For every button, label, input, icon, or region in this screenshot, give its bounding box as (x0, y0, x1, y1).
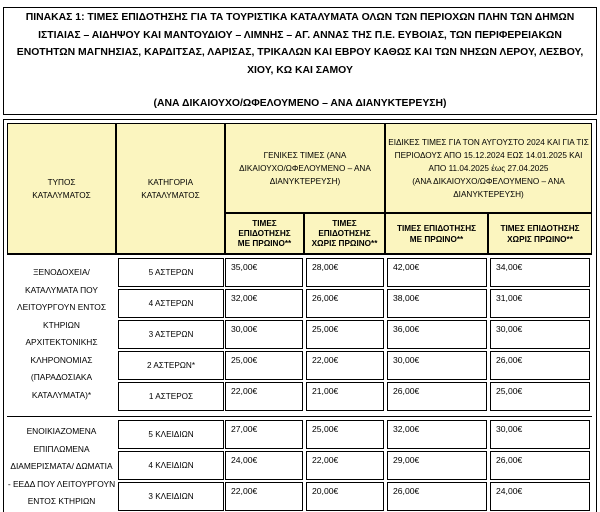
row-general-with-breakfast: 32,00€ (225, 289, 303, 318)
row-general-without-breakfast: 25,00€ (306, 320, 384, 349)
gen-with-line-1: ΤΙΜΕΣ (252, 218, 277, 228)
group2-line-4: - ΕΕΔΔ ΠΟΥ ΛΕΙΤΟΥΡΓΟΥΝ (7, 478, 116, 489)
row-general-with-breakfast: 30,00€ (225, 320, 303, 349)
header-special-without-breakfast (488, 213, 592, 254)
header-general-with-breakfast (225, 213, 304, 254)
spec-without-line-2: ΧΩΡΙΣ ΠΡΩΙΝΟ** (507, 234, 573, 244)
row-special-with-breakfast: 32,00€ (387, 420, 487, 449)
header-general-prices (225, 123, 385, 213)
row-special-without-breakfast: 30,00€ (490, 420, 590, 449)
row-general-without-breakfast: 22,00€ (306, 351, 384, 380)
header-special-line-1: ΕΙΔΙΚΕΣ ΤΙΜΕΣ ΓΙΑ ΤΟΝ ΑΥΓΟΥΣΤΟ 2024 ΚΑΙ ΓΙΑ ΤΙΣ (388, 137, 589, 147)
row-category: 1 ΑΣΤΕΡΟΣ (118, 382, 224, 411)
table-subtitle: (ΑΝΑ ΔΙΚΑΙΟΥΧΟ/ΩΦΕΛΟΥΜΕΝΟ – ΑΝΑ ΔΙΑΝΥΚΤΕΡΕΥΣΗ) (153, 98, 447, 109)
group1-line-5: ΚΛΗΡΟΝΟΜΙΑΣ (30, 354, 93, 365)
header-special-line-5: ΔΙΑΝΥΚΤΕΡΕΥΣΗ) (453, 189, 524, 199)
row-general-with-breakfast: 35,00€ (225, 258, 303, 287)
header-bottom-rule (7, 254, 592, 257)
group1-line-2: ΚΑΤΑΛΥΜΑΤΑ ΠΟΥ (25, 284, 98, 295)
row-special-with-breakfast: 30,00€ (387, 351, 487, 380)
header-general-line-1: ΓΕΝΙΚΕΣ ΤΙΜΕΣ (ΑΝΑ (263, 150, 347, 160)
row-special-with-breakfast: 26,00€ (387, 482, 487, 511)
row-general-without-breakfast: 21,00€ (306, 382, 384, 411)
gen-without-line-1: ΤΙΜΕΣ (332, 218, 357, 228)
row-general-with-breakfast: 22,00€ (225, 382, 303, 411)
row-general-without-breakfast: 22,00€ (306, 451, 384, 480)
row-special-with-breakfast: 38,00€ (387, 289, 487, 318)
row-general-without-breakfast: 28,00€ (306, 258, 384, 287)
row-category: 4 ΚΛΕΙΔΙΩΝ (118, 451, 224, 480)
group2-line-5: ΕΝΤΟΣ ΚΤΗΡΙΩΝ (27, 496, 96, 507)
title-line-1: ΠΙΝΑΚΑΣ 1: ΤΙΜΕΣ ΕΠΙΔΟΤΗΣΗΣ ΓΙΑ ΤΑ ΤΟΥΡΙΣΤΙΚΑ ΚΑΤΑΛΥΜΑΤΑ ΟΛΩΝ ΤΩΝ ΠΕΡΙΟΧΩΝ ΠΛΗΝ ΤΩΝ ΔΗΜΩΝ (25, 12, 575, 23)
row-special-with-breakfast: 42,00€ (387, 258, 487, 287)
row-general-without-breakfast: 20,00€ (306, 482, 384, 511)
title-line-2: ΙΣΤΙΑΙΑΣ – ΑΙΔΗΨΟΥ ΚΑΙ ΜΑΝΤΟΥΔΙΟΥ – ΛΙΜΝΗΣ – ΑΓ. ΑΝΝΑΣ ΤΗΣ Π.Ε. ΕΥΒΟΙΑΣ, ΤΩΝ ΠΕΡΙΦΕΡΕΙΑΚΩΝ (38, 29, 562, 41)
header-special-line-2: ΠΕΡΙΟΔΟΥΣ ΑΠΟ 15.12.2024 ΕΩΣ 14.01.2025 ΚΑΙ (394, 150, 583, 160)
group-separator-rule (7, 416, 592, 419)
header-special-line-3: ΑΠΟ 11.04.2025 έως 27.04.2025 (428, 163, 549, 173)
gen-with-line-2: ΕΠΙΔΟΤΗΣΗΣ (238, 228, 291, 238)
row-general-with-breakfast: 25,00€ (225, 351, 303, 380)
table-title (4, 8, 596, 79)
group1-line-7: ΚΑΤΑΛΥΜΑΤΑ)* (31, 389, 92, 400)
header-category-line-1: ΚΑΤΗΓΟΡΙΑ (147, 177, 194, 187)
row-general-without-breakfast: 25,00€ (306, 420, 384, 449)
row-special-with-breakfast: 26,00€ (387, 382, 487, 411)
row-category: 5 ΚΛΕΙΔΙΩΝ (118, 420, 224, 449)
group2-line-3: ΔΙΑΜΕΡΙΣΜΑΤΑ/ ΔΩΜΑΤΙΑ (10, 461, 113, 472)
header-special-prices (385, 123, 592, 213)
header-general-line-2: ΔΙΚΑΙΟΥΧΟ/ΩΦΕΛΟΥΜΕΝΟ – ΑΝΑ (239, 163, 371, 173)
row-general-with-breakfast: 24,00€ (225, 451, 303, 480)
row-general-with-breakfast: 27,00€ (225, 420, 303, 449)
row-special-without-breakfast: 26,00€ (490, 451, 590, 480)
row-special-without-breakfast: 31,00€ (490, 289, 590, 318)
gen-without-line-2: ΕΠΙΔΟΤΗΣΗΣ (318, 228, 371, 238)
row-category: 4 ΑΣΤΕΡΩΝ (118, 289, 224, 318)
group1-line-4: ΚΤΗΡΙΩΝ ΑΡΧΙΤΕΚΤΟΝΙΚΗΣ (25, 319, 98, 347)
row-category: 3 ΚΛΕΙΔΙΩΝ (118, 482, 224, 511)
group1-line-1: ΞΕΝΟΔΟΧΕΙΑ/ (33, 267, 90, 277)
header-type (7, 123, 116, 254)
row-special-without-breakfast: 34,00€ (490, 258, 590, 287)
row-category: 2 ΑΣΤΕΡΩΝ* (118, 351, 224, 380)
row-special-without-breakfast: 26,00€ (490, 351, 590, 380)
title-line-4: ΧΙΟΥ, ΚΩ ΚΑΙ ΣΑΜΟΥ (247, 64, 353, 76)
group2-line-2: ΕΠΙΠΛΩΜΕΝΑ (33, 443, 90, 454)
group1-line-6: (ΠΑΡΑΔΟΣΙΑΚΑ (30, 372, 93, 382)
group-apartments-label (7, 422, 116, 512)
row-special-without-breakfast: 30,00€ (490, 320, 590, 349)
gen-without-line-3: ΧΩΡΙΣ ΠΡΩΙΝΟ** (311, 238, 378, 248)
header-type-line-2: ΚΑΤΑΛΥΜΑΤΟΣ (32, 190, 91, 200)
header-category (116, 123, 225, 254)
row-special-without-breakfast: 25,00€ (490, 382, 590, 411)
header-special-with-breakfast (385, 213, 488, 254)
spec-without-line-1: ΤΙΜΕΣ ΕΠΙΔΟΤΗΣΗΣ (500, 223, 580, 233)
header-general-line-3: ΔΙΑΝΥΚΤΕΡΕΥΣΗ) (269, 176, 341, 186)
group2-line-1: ΕΝΟΙΚΙΑΖΟΜΕΝΑ (26, 426, 97, 437)
row-special-with-breakfast: 36,00€ (387, 320, 487, 349)
header-general-without-breakfast (304, 213, 385, 254)
spec-with-line-1: ΤΙΜΕΣ ΕΠΙΔΟΤΗΣΗΣ (396, 223, 477, 233)
table-title-block (3, 7, 597, 115)
row-category: 3 ΑΣΤΕΡΩΝ (118, 320, 224, 349)
group1-line-3: ΛΕΙΤΟΥΡΓΟΥΝ ΕΝΤΟΣ (17, 302, 106, 312)
title-line-3: ΕΝΟΤΗΤΩΝ ΜΑΓΝΗΣΙΑΣ, ΚΑΡΔΙΤΣΑΣ, ΛΑΡΙΣΑΣ, ΤΡΙΚΑΛΩΝ ΚΑΙ ΕΒΡΟΥ ΚΑΘΩΣ ΚΑΙ ΤΩΝ ΝΗΣΩΝ ΛΕΡΟΥ, ΛΕΣΒΟΥ, (16, 47, 584, 58)
spec-with-line-2: ΜΕ ΠΡΩΙΝΟ** (409, 234, 464, 244)
header-special-line-4: (ΑΝΑ ΔΙΚΑΙΟΥΧΟ/ΩΦΕΛΟΥΜΕΝΟ – ΑΝΑ (412, 176, 565, 186)
gen-with-line-3: ΜΕ ΠΡΩΙΝΟ** (237, 238, 292, 248)
row-general-with-breakfast: 22,00€ (225, 482, 303, 511)
row-special-without-breakfast: 24,00€ (490, 482, 590, 511)
row-category: 5 ΑΣΤΕΡΩΝ (118, 258, 224, 287)
row-special-with-breakfast: 29,00€ (387, 451, 487, 480)
group-hotels-label (7, 268, 116, 400)
header-category-line-2: ΚΑΤΑΛΥΜΑΤΟΣ (141, 190, 200, 200)
row-general-without-breakfast: 26,00€ (306, 289, 384, 318)
header-type-line-1: ΤΥΠΟΣ (47, 177, 76, 187)
